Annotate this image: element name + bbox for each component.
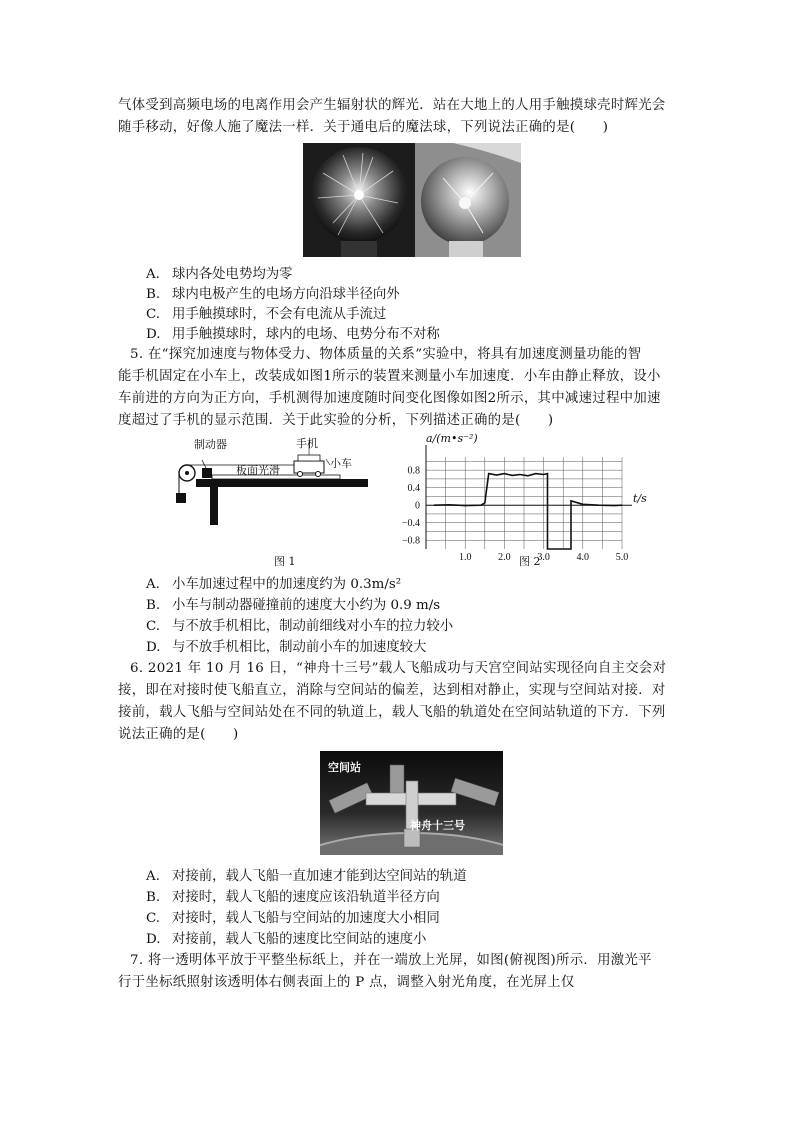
q5-option-a bbox=[146, 575, 401, 595]
q5-option-d bbox=[146, 638, 426, 658]
q4-option-c bbox=[146, 305, 386, 325]
q6-option-c bbox=[146, 909, 440, 929]
option-label: B. bbox=[146, 287, 161, 302]
q6-option-a bbox=[146, 867, 467, 887]
option-text: 球内各处电势均为零 bbox=[172, 267, 293, 282]
option-label: C. bbox=[146, 911, 161, 926]
option-text: 与不放手机相比，制动前小车的加速度较大 bbox=[172, 640, 427, 655]
q6-line-2: 接，即在对接时使飞船直立，消除与空间站的偏差，达到相对静止，实现与空间站对接．对 bbox=[118, 683, 666, 698]
q7-line-2: 行于坐标纸照射该透明体右侧表面上的 P 点，调整入射光角度，在光屏上仅 bbox=[118, 975, 575, 990]
option-label: A. bbox=[146, 577, 160, 592]
q6-line-4: 说法正确的是( ) bbox=[118, 727, 239, 742]
q6-line-3: 接前，载人飞船与空间站处在不同的轨道上，载人飞船的轨道处在空间站轨道的下方．下列 bbox=[118, 705, 666, 720]
acceleration-time-chart bbox=[388, 435, 648, 570]
ship-label: 神舟十三号 bbox=[410, 819, 465, 832]
option-label: C. bbox=[146, 307, 161, 322]
station-label: 空间站 bbox=[328, 761, 361, 774]
smooth-board-label: 板面光滑 bbox=[236, 464, 280, 477]
option-text: 球内电极产生的电场方向沿球半径向外 bbox=[172, 287, 400, 302]
x-axis-label: t/s bbox=[633, 492, 647, 505]
q6-option-d bbox=[146, 930, 426, 950]
space-station-photo bbox=[320, 751, 503, 855]
q5-option-c bbox=[146, 617, 453, 637]
option-text: 用手触摸球时，球内的电场、电势分布不对称 bbox=[172, 327, 440, 342]
figure-1-caption: 图 1 bbox=[274, 555, 296, 568]
q5-line-4: 度超过了手机的显示范围．关于此实验的分析，下列描述正确的是( ) bbox=[118, 413, 554, 428]
option-label: D. bbox=[146, 932, 161, 947]
option-label: A. bbox=[146, 869, 160, 884]
x-tick-label: 1.0 bbox=[458, 552, 472, 563]
series-line bbox=[434, 474, 622, 549]
option-text: 对接时，载人飞船与空间站的加速度大小相同 bbox=[172, 911, 440, 926]
option-text: 小车与制动器碰撞前的速度大小约为 0.9 m/s bbox=[172, 598, 441, 613]
option-label: A. bbox=[146, 267, 160, 282]
cart-label: 小车 bbox=[330, 457, 352, 470]
y-tick-label: 0.4 bbox=[407, 483, 420, 495]
q5-option-b bbox=[146, 596, 440, 616]
q4-option-d bbox=[146, 325, 440, 345]
option-label: C. bbox=[146, 619, 161, 634]
q7-line-1: 7. 将一透明体平放于平整坐标纸上，并在一端放上光屏，如图(俯视图)所示．用激光平 bbox=[130, 953, 652, 968]
x-tick-label: 2.0 bbox=[498, 552, 511, 563]
option-label: D. bbox=[146, 640, 161, 655]
option-label: B. bbox=[146, 890, 161, 905]
x-tick-label: 4.0 bbox=[576, 552, 590, 563]
phone-label: 手机 bbox=[296, 437, 318, 450]
option-text: 与不放手机相比，制动前细线对小车的拉力较小 bbox=[172, 619, 454, 634]
q5-line-3: 车前进的方向为正方向，手机测得加速度随时间变化图像如图2所示，其中减速过程中加速 bbox=[118, 391, 661, 406]
y-tick-label: 0.8 bbox=[407, 465, 420, 477]
figure-2-caption: 图 2 bbox=[519, 555, 541, 568]
option-text: 用手触摸球时，不会有电流从手流过 bbox=[172, 307, 387, 322]
q6-line-1: 6. 2021 年 10 月 16 日，“神舟十三号”载人飞船成功与天宫空间站实现径向自主交会对 bbox=[130, 661, 667, 676]
figure-1-apparatus bbox=[168, 435, 378, 570]
q4-line-1: 气体受到高频电场的电离作用会产生辐射状的辉光．站在大地上的人用手触摸球壳时辉光会 bbox=[118, 98, 666, 113]
option-text: 对接前，载人飞船的速度比空间站的速度小 bbox=[172, 932, 427, 947]
q5-line-2: 能手机固定在小车上，改装成如图1所示的装置来测量小车加速度．小车由静止释放，设小 bbox=[118, 369, 661, 384]
plasma-ball-photo bbox=[303, 143, 521, 257]
y-tick-label: −0.8 bbox=[401, 535, 420, 547]
x-tick-label: 5.0 bbox=[615, 552, 629, 563]
q6-option-b bbox=[146, 888, 440, 908]
option-label: B. bbox=[146, 598, 161, 613]
y-tick-label: 0 bbox=[415, 500, 420, 512]
q4-option-b bbox=[146, 285, 400, 305]
q4-option-a bbox=[146, 265, 293, 285]
option-label: D. bbox=[146, 327, 161, 342]
option-text: 对接时，载人飞船的速度应该沿轨道半径方向 bbox=[172, 890, 440, 905]
y-tick-label: −0.4 bbox=[401, 518, 420, 530]
x-tick-label: 3.0 bbox=[537, 552, 550, 563]
option-text: 对接前，载人飞船一直加速才能到达空间站的轨道 bbox=[172, 869, 467, 884]
brake-label: 制动器 bbox=[194, 438, 227, 451]
q5-line-1: 5. 在“探究加速度与物体受力、物体质量的关系”实验中，将具有加速度测量功能的智 bbox=[130, 347, 642, 362]
q4-line-2: 随手移动，好像人施了魔法一样．关于通电后的魔法球，下列说法正确的是( ) bbox=[118, 120, 609, 135]
figure-2-chart bbox=[388, 432, 648, 570]
option-text: 小车加速过程中的加速度约为 0.3m/s² bbox=[172, 577, 402, 592]
y-axis-label: a/(m•s⁻²) bbox=[426, 432, 478, 445]
